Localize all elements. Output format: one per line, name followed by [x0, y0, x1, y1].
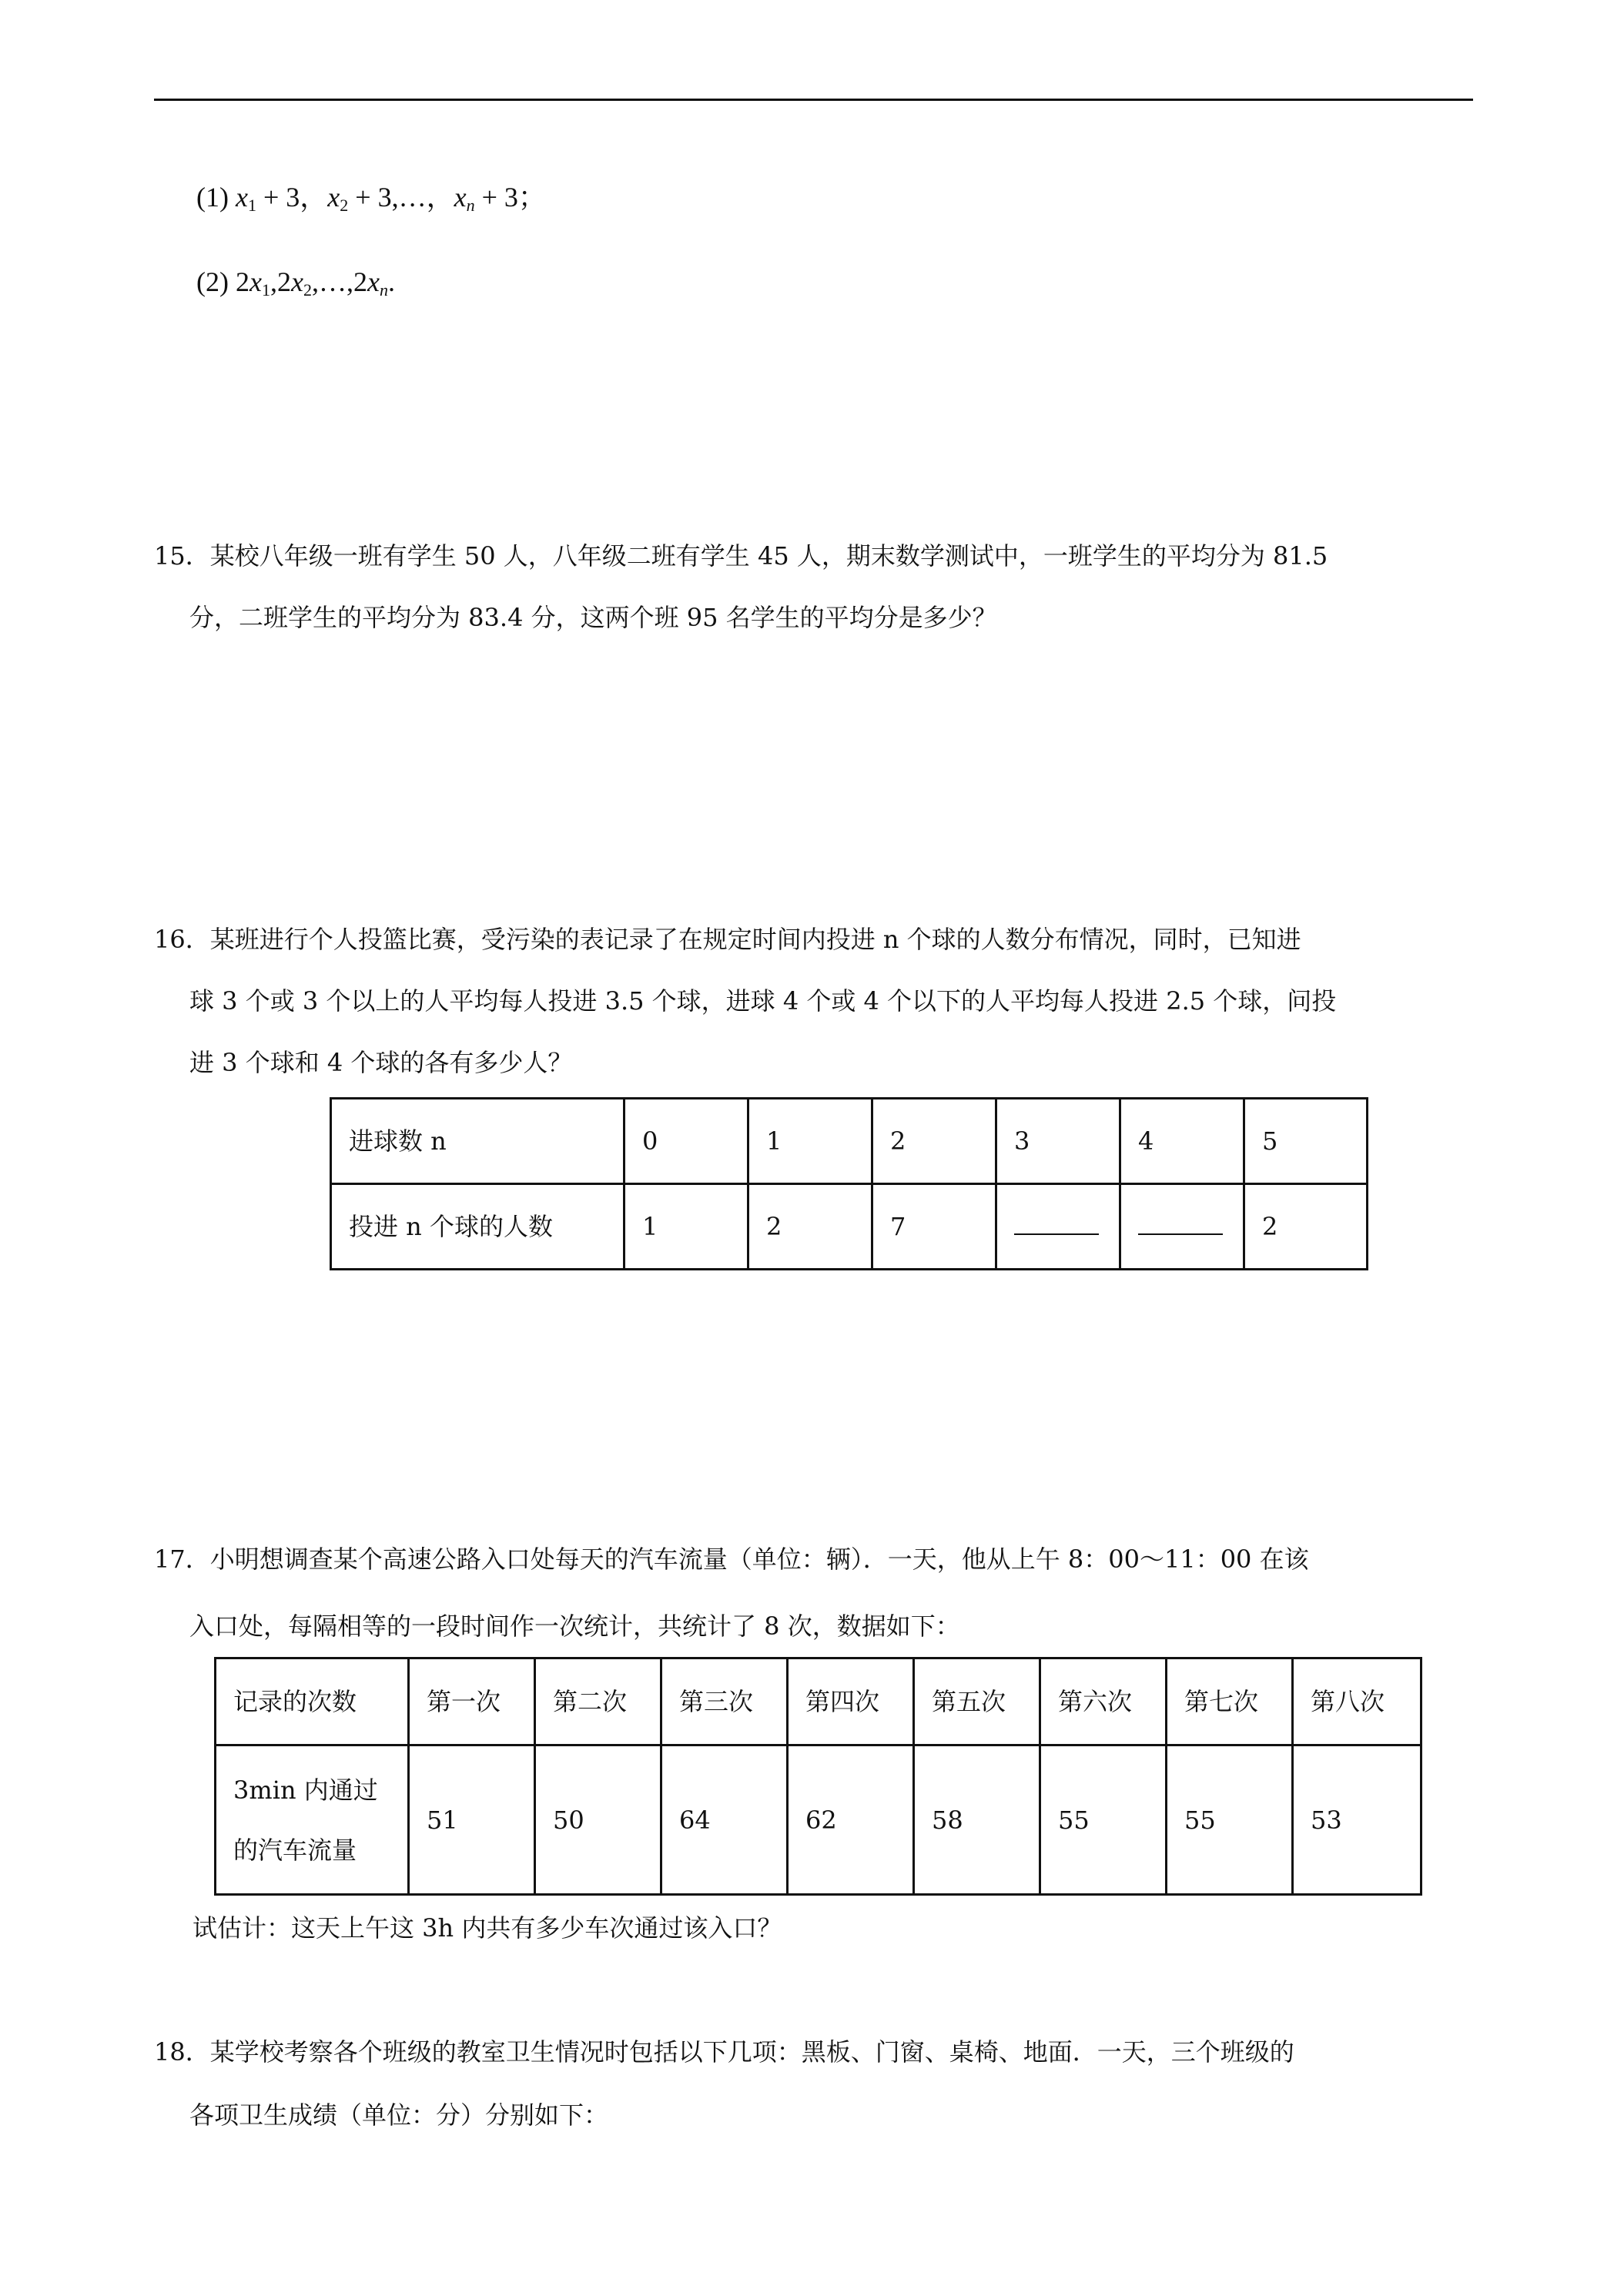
q17-cell: 第四次 [788, 1658, 914, 1745]
q17-row-label: 3min 内通过 的汽车流量 [216, 1745, 409, 1895]
q18-line-2: 各项卫生成绩（单位：分）分别如下： [189, 2100, 609, 2130]
q17-cell: 第一次 [409, 1658, 535, 1745]
q16-cell: 进球数 n [331, 1099, 624, 1184]
q15-line-1: 15．某校八年级一班有学生 50 人，八年级二班有学生 45 人，期末数学测试中，一班学生的平均分为 81.5 [154, 541, 1328, 571]
q17-cell: 第三次 [661, 1658, 788, 1745]
q17-cell: 53 [1293, 1745, 1421, 1895]
q16-table-row-people [331, 1184, 1368, 1270]
q17-cell: 64 [661, 1745, 788, 1895]
q17-cell: 第六次 [1040, 1658, 1167, 1745]
q17-cell: 51 [409, 1745, 535, 1895]
q17-after-text: 试估计：这天上午这 3h 内共有多少车次通过该入口？ [193, 1913, 782, 1943]
q17-cell: 58 [914, 1745, 1040, 1895]
q16-cell: 2 [872, 1099, 996, 1184]
q16-cell: 投进 n 个球的人数 [331, 1184, 624, 1270]
q17-table [214, 1657, 1422, 1896]
q16-line-1: 16．某班进行个人投篮比赛，受污染的表记录了在规定时间内投进 n 个球的人数分布情况，同时，已知进 [154, 925, 1301, 954]
q15-line-2: 分，二班学生的平均分为 83.4 分，这两个班 95 名学生的平均分是多少？ [189, 603, 997, 632]
q17-cell: 55 [1167, 1745, 1293, 1895]
q16-blank-cell-3 [996, 1184, 1120, 1270]
q16-cell: 2 [1244, 1184, 1368, 1270]
q17-cell: 62 [788, 1745, 914, 1895]
q16-cell: 3 [996, 1099, 1120, 1184]
q16-cell: 7 [872, 1184, 996, 1270]
q14-item-2: (2) $2x_1,2x_2,\dots,2x_n$. [196, 266, 395, 300]
q16-cell: 2 [748, 1184, 872, 1270]
q17-cell: 第七次 [1167, 1658, 1293, 1745]
answer-blank [1014, 1212, 1099, 1235]
q16-line-3: 进 3 个球和 4 个球的各有多少人？ [189, 1048, 573, 1077]
q16-table [330, 1097, 1368, 1270]
q17-table-header-row [216, 1658, 1421, 1745]
q16-cell: 1 [624, 1184, 748, 1270]
q17-cell: 50 [535, 1745, 661, 1895]
q16-cell: 0 [624, 1099, 748, 1184]
header-rule [154, 99, 1473, 101]
q17-cell: 第八次 [1293, 1658, 1421, 1745]
q17-line-2: 入口处，每隔相等的一段时间作一次统计，共统计了 8 次，数据如下： [189, 1612, 960, 1641]
q17-cell: 55 [1040, 1745, 1167, 1895]
q16-cell: 5 [1244, 1099, 1368, 1184]
q16-cell: 4 [1120, 1099, 1244, 1184]
q16-line-2: 球 3 个或 3 个以上的人平均每人投进 3.5 个球，进球 4 个或 4 个以下的人平均每人投进 2.5 个球，问投 [189, 986, 1337, 1016]
q17-table-values-row [216, 1745, 1421, 1895]
q14-item-2-number: (2) [196, 266, 229, 297]
q14-item-1-number: (1) [196, 182, 229, 213]
q16-table-row-goals [331, 1099, 1368, 1184]
answer-blank [1138, 1212, 1223, 1235]
q17-cell: 第五次 [914, 1658, 1040, 1745]
q18-line-1: 18．某学校考察各个班级的教室卫生情况时包括以下几项：黑板、门窗、桌椅、地面．一天，三个班级的 [154, 2037, 1294, 2067]
q17-cell: 第二次 [535, 1658, 661, 1745]
q14-item-1: (1) $x_1 + 3$，$x_2$ + 3,…，$x_n + 3$； [196, 182, 546, 215]
q16-cell: 1 [748, 1099, 872, 1184]
q17-line-1: 17．小明想调查某个高速公路入口处每天的汽车流量（单位：辆）．一天，他从上午 8：00～11：00 在该 [154, 1545, 1309, 1574]
q16-blank-cell-4 [1120, 1184, 1244, 1270]
q17-cell: 记录的次数 [216, 1658, 409, 1745]
